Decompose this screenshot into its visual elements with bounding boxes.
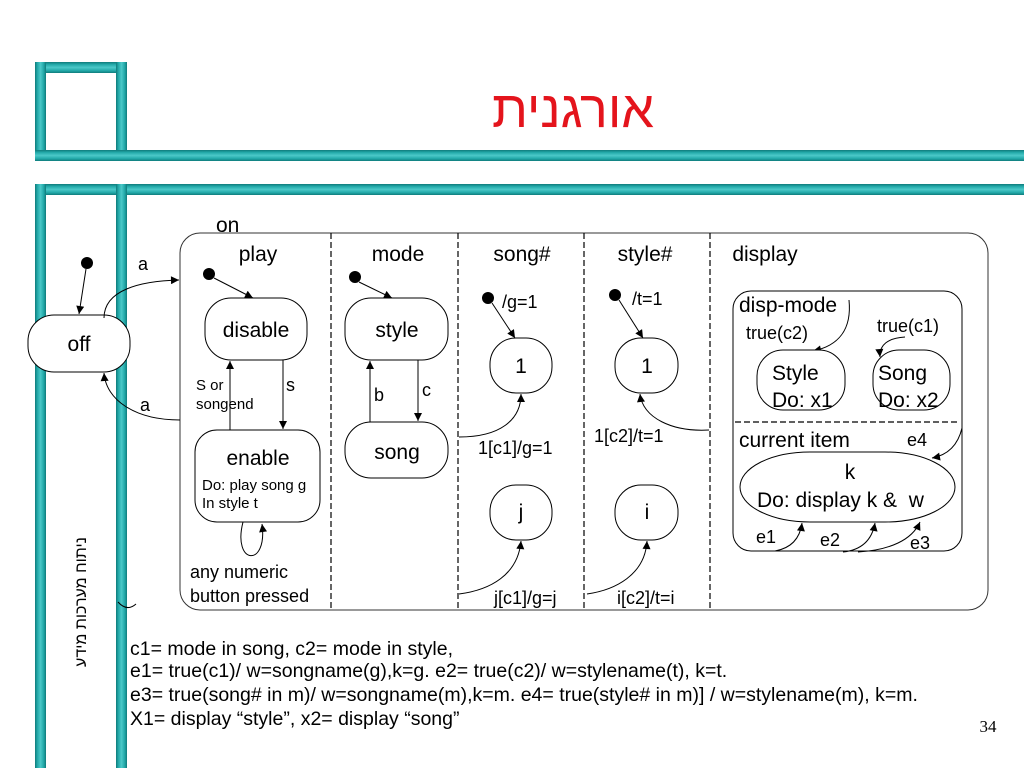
transition-to-style-1-label: 1[c2]/t=1	[594, 426, 664, 446]
transition-enable-to-disable-label-1: S or	[196, 377, 224, 394]
transition-to-style-1	[640, 394, 709, 430]
style-number-state-1-label: 1	[641, 355, 653, 378]
transition-off-to-on-label: a	[138, 254, 149, 274]
slide-title: אורגנית	[492, 81, 654, 139]
style-display-state-label: Style	[772, 362, 819, 385]
enable-state-label: enable	[226, 447, 290, 470]
transition-on-to-off-label: a	[140, 395, 151, 415]
transition-song-to-style-label: b	[374, 385, 385, 405]
definition-line-1: c1= mode in song, c2= mode in style,	[130, 638, 454, 660]
transition-to-song-j	[459, 541, 521, 594]
region-header-style-number: style#	[617, 243, 673, 266]
off-state-label: off	[67, 333, 91, 356]
self-loop-label-2: button pressed	[190, 586, 310, 606]
song-display-state-activity: Do: x2	[878, 389, 939, 412]
definition-line-4: X1= display “style”, x2= display “song”	[130, 708, 460, 730]
style-number-state-i-label: i	[644, 501, 650, 524]
transition-e4-label: e4	[907, 430, 928, 450]
current-item-label: current item	[739, 429, 850, 452]
transition-enable-to-disable-label-2: songend	[196, 396, 254, 413]
style-mode-state-label: style	[375, 319, 419, 342]
song-number-state-j-label: j	[518, 501, 524, 524]
transition-e3-label: e3	[910, 533, 931, 553]
decorative-mark	[118, 602, 136, 608]
transition-e1-label: e1	[756, 527, 777, 547]
transition-enable-self-loop	[241, 522, 263, 556]
transition-to-style-i	[587, 541, 647, 594]
initial-arrow-mode	[359, 282, 392, 298]
side-label: ניתוח מערכות מידע	[73, 537, 90, 667]
initial-arrow-off	[79, 269, 86, 314]
transition-style-to-song-label: c	[422, 380, 431, 400]
region-header-song-number: song#	[493, 243, 551, 266]
page-number: 34	[979, 717, 997, 736]
region-header-mode: mode	[371, 243, 425, 266]
transition-e2-label: e2	[820, 530, 841, 550]
k-state-label: k	[844, 461, 856, 484]
song-number-initial-action: /g=1	[502, 292, 538, 312]
enable-activity-line-2: In style t	[202, 495, 258, 512]
self-loop-label-1: any numeric	[190, 562, 289, 582]
initial-dot-song-number	[482, 292, 494, 304]
on-state-label: on	[216, 214, 240, 237]
transition-to-style-display-label: true(c2)	[746, 323, 809, 343]
transition-off-to-on	[104, 280, 179, 318]
definition-line-2: e1= true(c1)/ w=songname(g),k=g. e2= true(c2)/ w=stylename(t), k=t.	[130, 660, 728, 682]
region-header-play: play	[238, 243, 278, 266]
song-display-state-label: Song	[878, 362, 928, 385]
initial-dot-mode	[349, 271, 361, 283]
song-number-state-1-label: 1	[515, 355, 527, 378]
transition-to-style-i-label: i[c2]/t=i	[617, 588, 675, 608]
initial-dot-play	[203, 268, 215, 280]
transition-to-song-j-label: j[c1]/g=j	[494, 588, 557, 608]
disp-mode-label: disp-mode	[739, 294, 838, 317]
initial-arrow-play	[214, 278, 253, 298]
disable-state-label: disable	[222, 319, 290, 342]
transition-disable-to-enable-label: s	[286, 375, 295, 395]
style-number-initial-action: /t=1	[632, 289, 663, 309]
initial-dot-top	[81, 257, 93, 269]
k-state-activity: Do: display k & w	[757, 489, 924, 512]
transition-to-song-display-label: true(c1)	[877, 316, 940, 336]
enable-activity-line-1: Do: play song g	[202, 477, 307, 494]
region-header-display: display	[732, 243, 798, 266]
definition-line-3: e3= true(song# in m)/ w=songname(m),k=m. e4= true(style# in m)] / w=stylename(m), k=m.	[130, 684, 918, 706]
style-display-state-activity: Do: x1	[772, 389, 833, 412]
transition-to-song-1	[459, 394, 521, 437]
transition-to-song-1-label: 1[c1]/g=1	[478, 438, 553, 458]
initial-dot-style-number	[609, 289, 621, 301]
song-mode-state-label: song	[374, 441, 420, 464]
